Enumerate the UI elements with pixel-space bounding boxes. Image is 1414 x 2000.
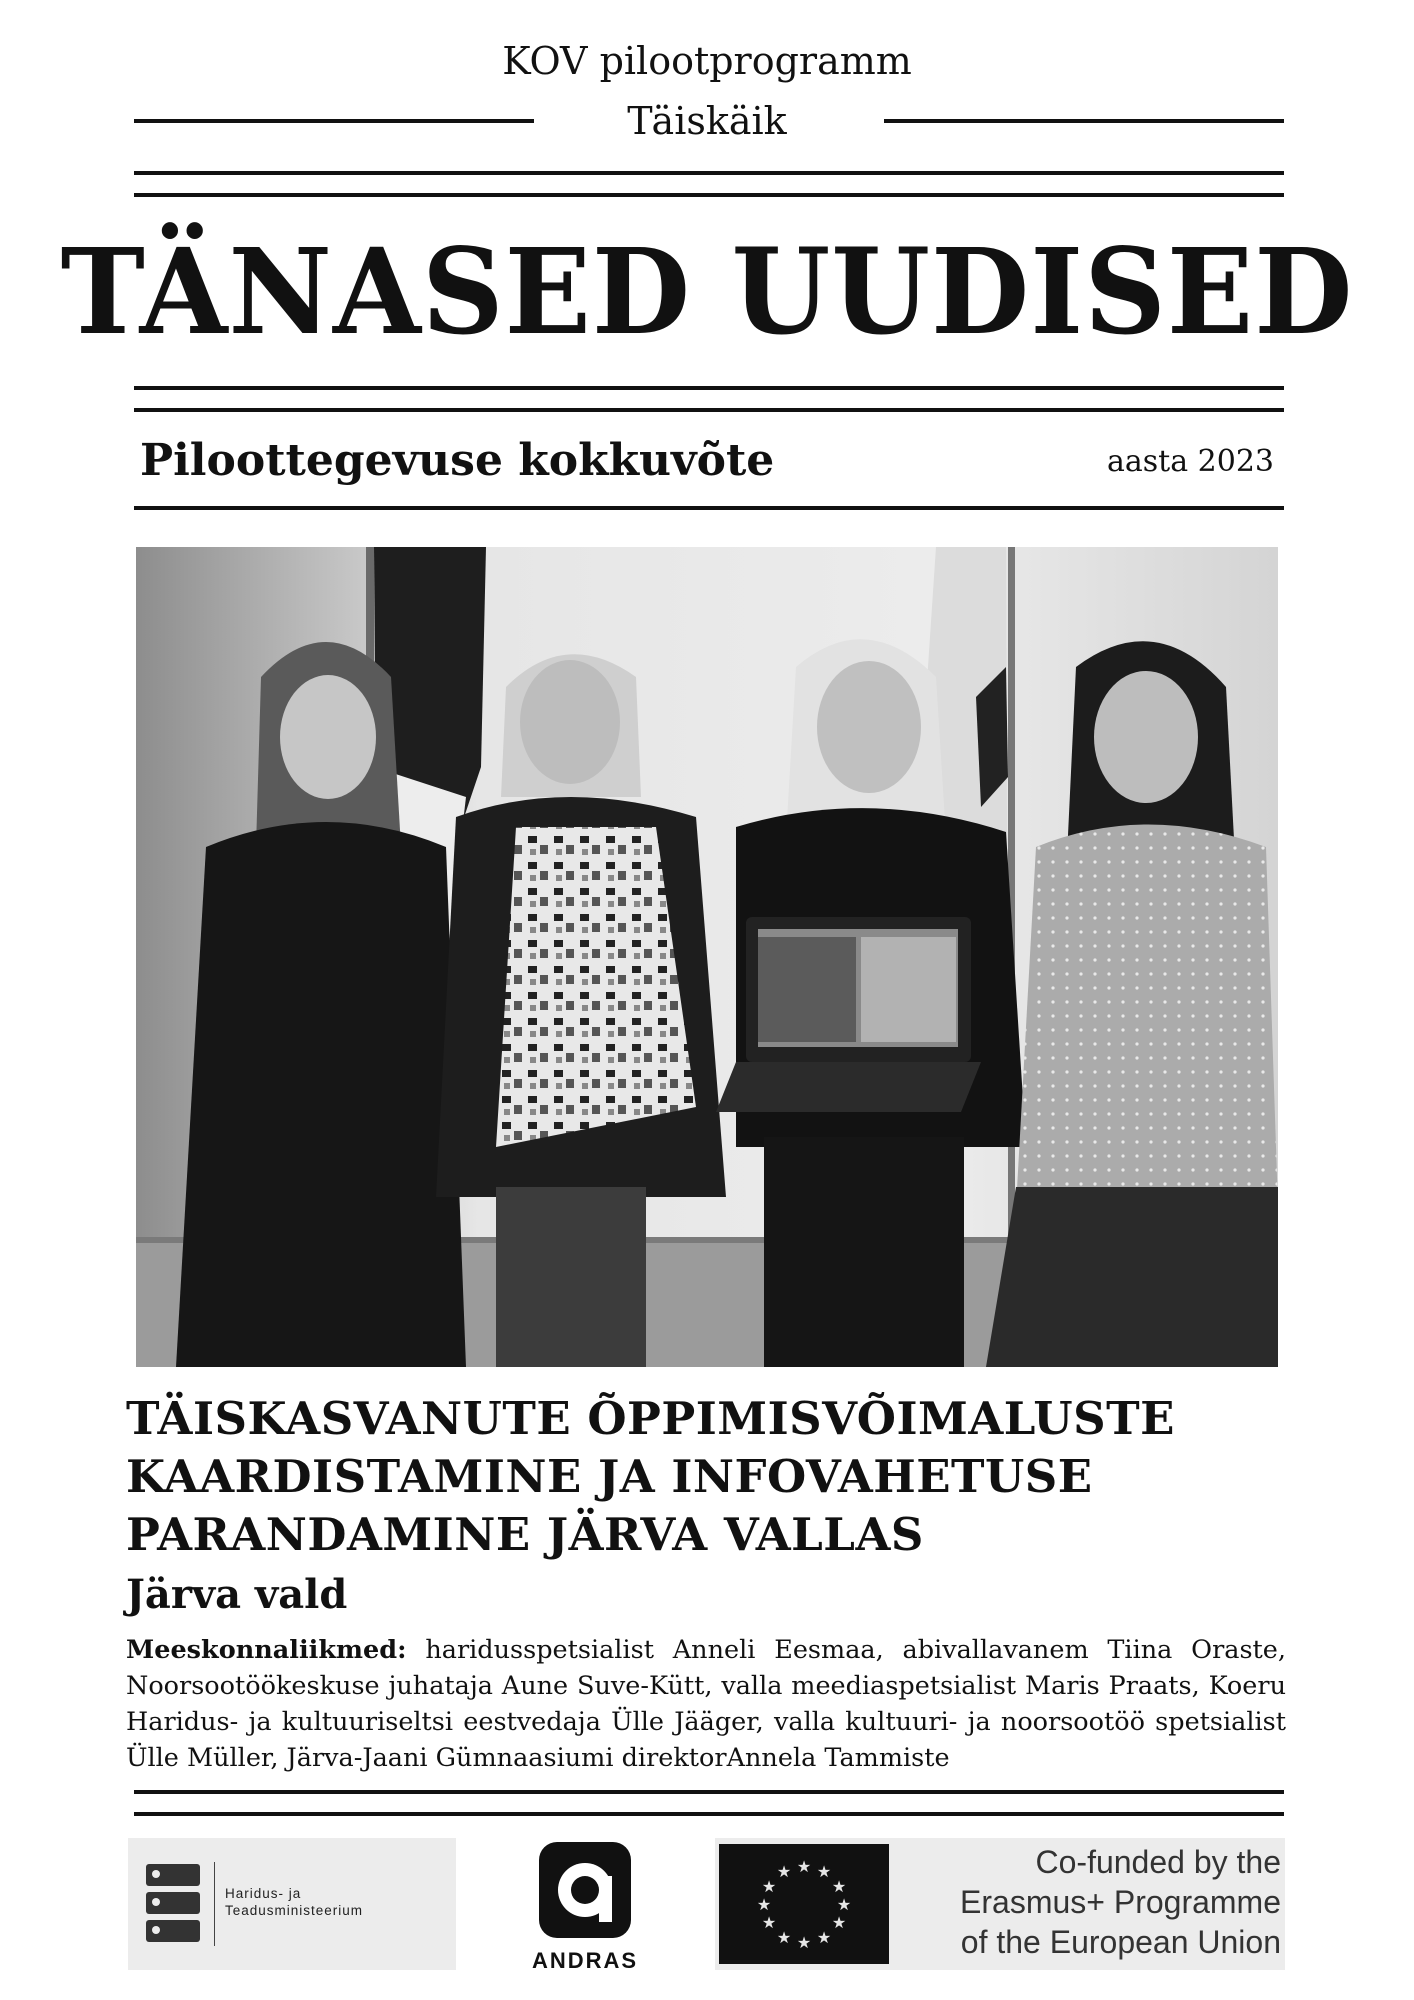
- erasmus-logo: [715, 1838, 1285, 1970]
- team-members-text: haridusspetsialist Anneli Eesmaa, abivallavanem Tiina Oraste, Noorsootöökeskuse juhataja Aune Suve-Kütt, valla meediaspetsialist Maris Praats, Koeru Haridus- ja kultuuriseltsi eestvedaja Ülle Jääger, valla kultuuri- ja noorsootöö spetsialist Ülle Müller, Järva-Jaani Gümnaasiumi direktorAnnela Tammiste: [126, 1635, 1286, 1773]
- headline-line: KAARDISTAMINE JA INFOVAHETUSE: [126, 1450, 1093, 1503]
- article-location: Järva vald: [126, 1571, 348, 1618]
- masthead-rule-bottom-1: [134, 386, 1284, 390]
- headline-line: PARANDAMINE JÄRVA VALLAS: [126, 1508, 924, 1561]
- svg-text:★: ★: [756, 1895, 772, 1914]
- svg-text:★: ★: [831, 1877, 847, 1896]
- svg-text:★: ★: [761, 1877, 777, 1896]
- masthead-rule-bottom-2: [134, 408, 1284, 412]
- ministry-line: Haridus- ja: [225, 1886, 302, 1901]
- subhead-rule: [134, 506, 1284, 510]
- svg-text:★: ★: [816, 1928, 832, 1947]
- erasmus-caption-line: of the European Union: [960, 1924, 1281, 1960]
- year-label: aasta 2023: [1107, 444, 1274, 479]
- program-subtitle: Täiskäik: [627, 99, 787, 143]
- ministry-logo: [128, 1838, 456, 1970]
- ministry-divider: [214, 1862, 215, 1946]
- masthead-rule-top-2: [134, 193, 1284, 197]
- article-headline: [126, 1390, 1286, 1564]
- group-photo: [136, 547, 1278, 1367]
- svg-text:★: ★: [761, 1913, 777, 1932]
- svg-text:★: ★: [831, 1913, 847, 1932]
- ministry-line: Teadusministeerium: [225, 1903, 364, 1918]
- andras-logo: [525, 1838, 645, 1974]
- team-members-paragraph: [126, 1632, 1286, 1776]
- footer-rule-2: [134, 1812, 1284, 1816]
- masthead-rule-top-1: [134, 171, 1284, 175]
- andras-mark-icon: [535, 1838, 635, 1942]
- andras-wordmark: ANDRAS: [531, 1948, 639, 1973]
- headline-line: TÄISKASVANUTE ÕPPIMISVÕIMALUSTE: [126, 1392, 1175, 1445]
- erasmus-caption: [911, 1842, 1281, 1962]
- eu-flag-icon: [719, 1844, 889, 1964]
- svg-text:★: ★: [836, 1895, 852, 1914]
- svg-text:★: ★: [796, 1933, 812, 1952]
- footer-rule-1: [134, 1790, 1284, 1794]
- header-rule-right: [884, 119, 1284, 123]
- program-name: KOV pilootprogramm: [502, 39, 912, 83]
- erasmus-caption-line: Erasmus+ Programme: [960, 1884, 1281, 1920]
- erasmus-caption-line: Co-funded by the: [1035, 1844, 1281, 1880]
- svg-text:★: ★: [776, 1862, 792, 1881]
- svg-text:★: ★: [776, 1928, 792, 1947]
- ministry-name: [225, 1885, 363, 1919]
- svg-text:★: ★: [816, 1862, 832, 1881]
- section-subhead: Piloottegevuse kokkuvõte: [140, 435, 775, 486]
- svg-text:★: ★: [796, 1857, 812, 1876]
- three-lions-icon: [142, 1862, 204, 1946]
- masthead-title: TÄNASED UUDISED: [60, 222, 1354, 361]
- team-members-label: Meeskonnaliikmed:: [126, 1635, 407, 1665]
